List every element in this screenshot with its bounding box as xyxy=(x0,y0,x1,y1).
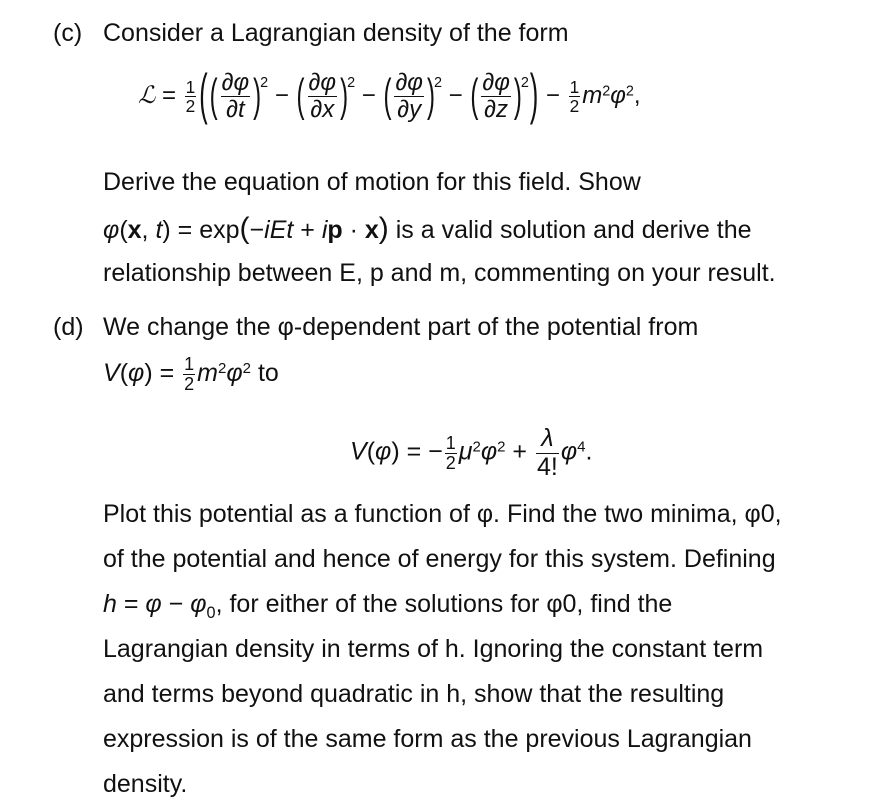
lagrangian-equation: ℒ = $\frac{1}{2}$ (( $\frac{\partial\varphi}{\partial t}$ )$^2$ − ( $\frac{\partial\varphi}{\partial x}$ )$^2$ − ( $\frac{\partial\varphi}{\partial y}$ )$^2$ − ( $\frac{\partial\varphi}{\partial z}$ )$^2$) − $\frac{1}{2}$ $m^2\varphi^2$, xyxy=(138,64,641,127)
part-d-line1: We change the φ-dependent part of the potential from xyxy=(103,313,699,341)
part-c-intro: Consider a Lagrangian density of the form xyxy=(103,19,569,47)
part-d-line2-tail: to xyxy=(257,359,279,387)
part-c-label: (c) xyxy=(53,19,83,47)
part-d-para2: of the potential and hence of energy for this system. Defining xyxy=(103,545,776,573)
part-d-para4: Lagrangian density in terms of h. Ignoring the constant term xyxy=(103,635,764,663)
part-d-para7: density. xyxy=(103,770,188,798)
potential-equation: V(φ) = − $\frac{1}{2}$ $\mu^2\varphi^2$ + $\frac{\lambda}{4!}$ $\varphi^4$. xyxy=(350,424,593,481)
part-d-label: (d) xyxy=(53,313,84,341)
part-d-para3: $h = \varphi - \varphi_0$, for either of the solutions for φ0, find the xyxy=(103,590,673,622)
part-d-para5: and terms beyond quadratic in h, show that the resulting xyxy=(103,680,725,708)
part-d-para3-tail: for either of the solutions for φ0, find the xyxy=(229,590,673,618)
part-d-line2: V(φ) = $\frac{1}{2}$ $m^2\varphi^2$ to xyxy=(103,354,279,394)
part-d-para6: expression is of the same form as the previous Lagrangian xyxy=(103,725,752,753)
part-c-line4: relationship between E, p and m, commenting on your result. xyxy=(103,259,776,287)
part-c-line3: φ(x, t) = exp(−iEt + ip · x) is a valid solution and derive the xyxy=(103,212,752,245)
part-d-para1: Plot this potential as a function of φ. Find the two minima, φ0, xyxy=(103,500,782,528)
part-c-line3-tail: is a valid solution and derive the xyxy=(395,216,752,244)
part-c-line2: Derive the equation of motion for this field. Show xyxy=(103,168,641,196)
